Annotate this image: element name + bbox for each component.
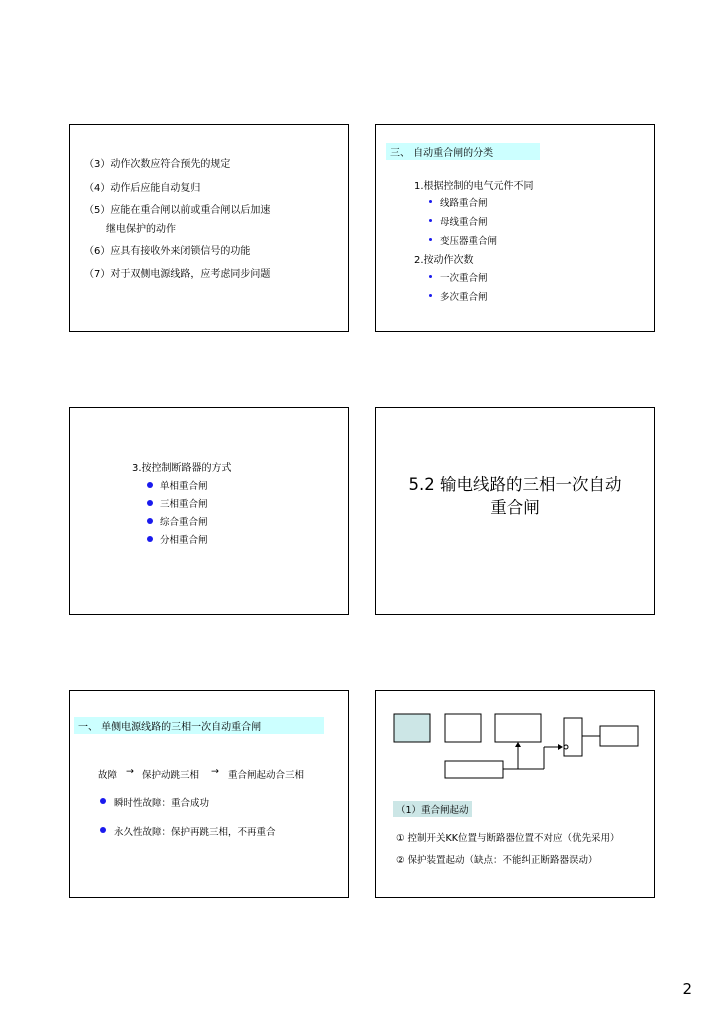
diagram-arrow <box>515 742 521 747</box>
diagram-block-2 <box>445 714 481 742</box>
start-method-2: ② 保护装置起动（缺点：不能纠正断路器误动） <box>396 855 598 866</box>
slide-breaker-control <box>69 407 349 615</box>
slide-requirements <box>69 124 349 332</box>
section-title-line-1: 5.2 输电线路的三相一次自动 <box>408 475 622 494</box>
bullet-icon <box>429 238 432 241</box>
diagram-block-1 <box>394 714 430 742</box>
arrow-right-icon: → <box>126 766 134 777</box>
requirement-6: （6）应具有接收外来闭锁信号的功能 <box>84 246 251 257</box>
slide-reclose-start <box>375 690 655 898</box>
list-item: 线路重合闸 <box>440 198 488 209</box>
slide-section-title <box>375 407 655 615</box>
diagram-arrow <box>558 744 563 750</box>
start-method-1: ① 控制开关KK位置与断路器位置不对应（优先采用） <box>396 833 620 844</box>
bullet-icon <box>429 200 432 203</box>
arrow-right-icon: → <box>211 766 219 777</box>
group-title-2: 2.按动作次数 <box>414 255 474 266</box>
list-item: 母线重合闸 <box>440 217 488 228</box>
requirement-5: （5）应能在重合闸以前或重合闸以后加速 <box>84 205 271 216</box>
diagram-block-3 <box>495 714 541 742</box>
list-item: 单相重合闸 <box>160 481 208 492</box>
bullet-icon <box>100 827 106 833</box>
requirement-7: （7）对于双侧电源线路，应考虑同步问题 <box>84 269 271 280</box>
diagram-and-gate <box>564 718 582 756</box>
section-title-line-2: 重合闸 <box>490 498 540 517</box>
bullet-permanent: 永久性故障：保护再跳三相，不再重合 <box>114 827 276 838</box>
list-item: 多次重合闸 <box>440 292 488 303</box>
page-number: 2 <box>682 980 692 998</box>
flow-fault: 故障 <box>98 770 118 781</box>
slide-single-source <box>69 690 349 898</box>
bullet-transient: 瞬时性故障：重合成功 <box>114 798 210 809</box>
group-title-1: 1.根据控制的电气元件不同 <box>414 181 534 192</box>
slide-title: 3.按控制断路器的方式 <box>132 463 232 474</box>
bullet-icon <box>147 500 153 506</box>
slide-classification <box>375 124 655 332</box>
bullet-icon <box>147 518 153 524</box>
reclose-start-label: （1）重合闸起动 <box>393 801 472 817</box>
list-item: 一次重合闸 <box>440 273 488 284</box>
list-item: 三相重合闸 <box>160 499 208 510</box>
bullet-icon <box>147 482 153 488</box>
list-item: 综合重合闸 <box>160 517 208 528</box>
bullet-icon <box>429 294 432 297</box>
bullet-icon <box>100 798 106 804</box>
slide-header: 一、 单侧电源线路的三相一次自动重合闸 <box>74 717 324 734</box>
diagram-output-block <box>600 726 638 746</box>
flow-reclose: 重合闸起动合三相 <box>228 770 305 781</box>
bullet-icon <box>429 275 432 278</box>
diagram-inverter <box>564 745 568 749</box>
bullet-icon <box>429 219 432 222</box>
diagram-block-4 <box>445 761 503 778</box>
requirement-4: （4）动作后应能自动复归 <box>84 183 201 194</box>
list-item: 变压器重合闸 <box>440 236 498 247</box>
flow-trip: 保护动跳三相 <box>142 770 200 781</box>
list-item: 分相重合闸 <box>160 535 208 546</box>
requirement-3: （3）动作次数应符合预先的规定 <box>84 159 231 170</box>
block-diagram <box>376 691 654 791</box>
bullet-icon <box>147 536 153 542</box>
slide-header: 三、 自动重合闸的分类 <box>386 143 540 160</box>
requirement-5-cont: 继电保护的动作 <box>106 224 176 235</box>
